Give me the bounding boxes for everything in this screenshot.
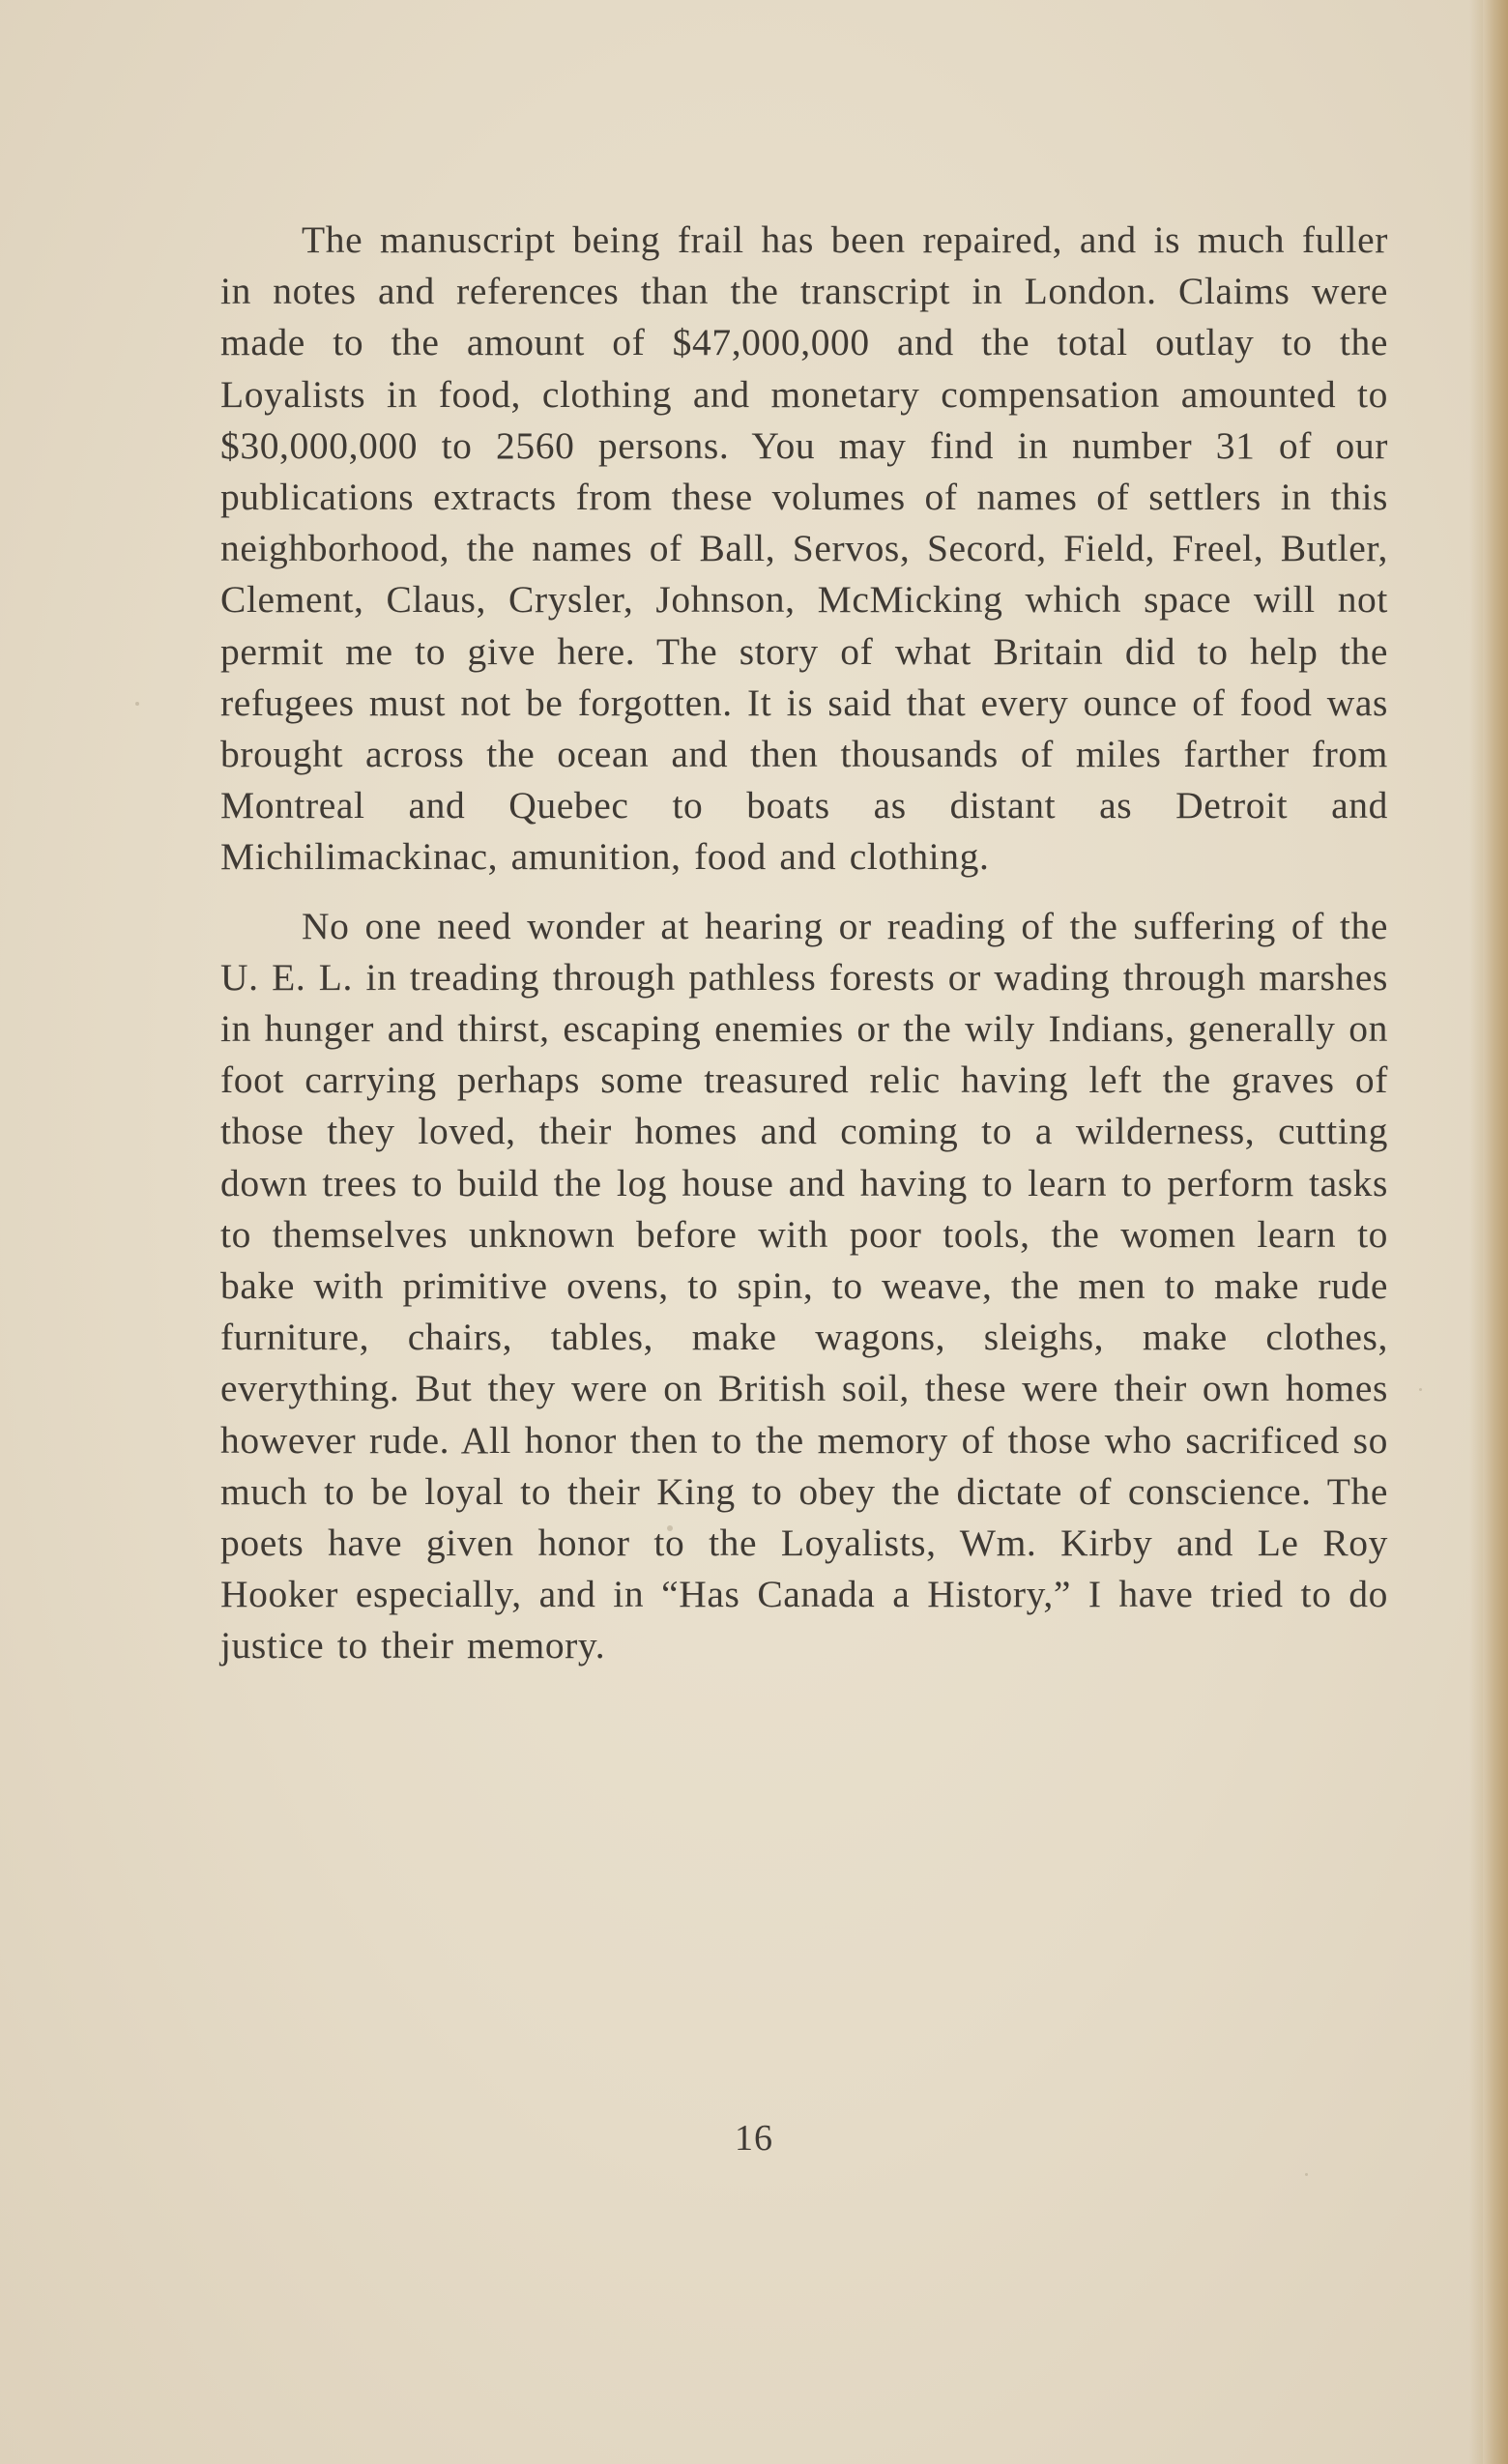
paper-speck [135, 702, 139, 706]
page-edge [1483, 0, 1508, 2464]
paper-speck [1305, 2173, 1308, 2176]
paragraph-manuscript: The manuscript being frail has been repaired, and is much fuller in notes and references than the transcript in London. Claims were made to the amount of $47,000,000 and the total outlay to the Loyalists in food, clothing and monetary compensation amounted to $30,000,000 to 2560 persons. You may find in number 31 of our publications extracts from these volumes of names of settlers in this neighborhood, the names of Ball, Servos, Secord, Field, Freel, Butler, Clement, Claus, Crysler, Johnson, McMicking which space will not permit me to give here. The story of what Britain did to help the refugees must not be forgotten. It is said that every ounce of food was brought across the ocean and then thousands of miles farther from Montreal and Quebec to boats as distant as Detroit and Michilimackinac, amunition, food and clothing. [220, 218, 1388, 879]
paper-speck [1419, 1388, 1422, 1391]
page-number: 16 [735, 2118, 773, 2159]
body-text [220, 215, 1388, 1672]
paragraph-suffering: No one need wonder at hearing or reading of the suffering of the U. E. L. in treading through pathless forests or wading through marshes in hunger and thirst, escaping enemies or the wily Indians, generally on foot carrying perhaps some treasured relic having left the graves of those they loved, their homes and coming to a wilderness, cutting down trees to build the log house and having to learn to perform tasks to themselves unknown before with poor tools, the women learn to bake with primitive ovens, to spin, to weave, the men to make rude furniture, chairs, tables, make wagons, sleighs, make clothes, everything. But they were on British soil, these were their own homes however rude. All honor then to the memory of those who sacrificed so much to be loyal to their King to obey the dictate of conscience. The poets have given honor to the Loyalists, Wm. Kirby and Le Roy Hooker especially, and in “Has Canada a History,” I have tried to do justice to their memory. [220, 904, 1388, 1667]
page-gutter-shadow [1469, 0, 1483, 2464]
